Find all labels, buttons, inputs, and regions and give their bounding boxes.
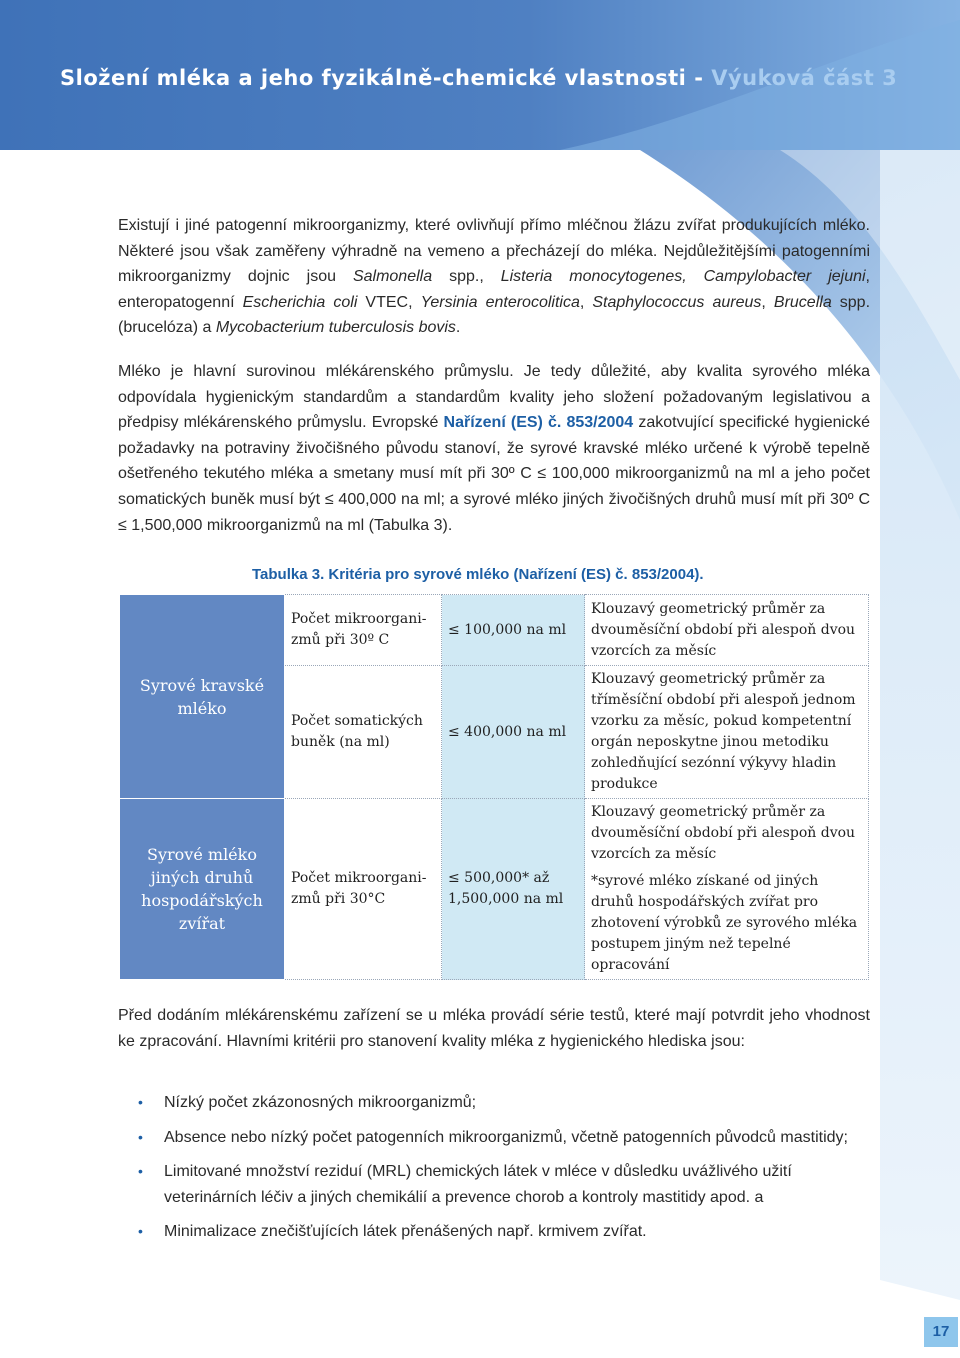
italic-run: Escherichia coli (242, 293, 358, 311)
note-cell: Klouzavý geometrický průměr za tříměsíční období při alespoň jednom vzorku za měsíc, pokud kompetentní orgán neposkytne jinou metodiku zohledňující sezónní výkyvy hladin produkce (585, 666, 869, 799)
header-title-main: Složení mléka a jeho fyzikálně-chemické vlastnosti (60, 66, 687, 90)
text-run: zakotvující specifické hygienické požadavky na potraviny živočišného původu stanoví, že syrové kravské mléko určené k výrobě tepelně ošetřeného tekutého mléka a smetany musí mít při 30º C ≤ 100,000 mikroorganizmů na ml a jeho počet somatických buněk musí být ≤ 400,000 na ml; a syrové mléko jiných živočišných druhů musí mít při 30º C ≤ 1,500,000 mikroorganizmů na ml (Tabulka 3). (118, 414, 871, 534)
note-cell (585, 799, 869, 980)
bullet-icon: • (138, 1223, 143, 1240)
italic-run: Salmonella (352, 268, 433, 286)
text-run: spp., (432, 268, 501, 286)
text-run: , enteropatogenní (118, 268, 870, 311)
list-item-text: Absence nebo nízký počet patogenních mikroorganizmů, včetně patogenních původců mastitidy; (164, 1128, 848, 1146)
header-title-separator: - (686, 66, 712, 90)
list-item (118, 1159, 870, 1210)
italic-run: Listeria monocytogenes, Campylobacter jejuni (500, 268, 866, 286)
parameter-cell: Počet somatických buněk (na ml) (285, 666, 442, 799)
list-item-text: Minimalizace znečišťujících látek přenášených např. krmivem zvířat. (164, 1223, 647, 1241)
list-item-text: Nízký počet zkázonosných mikroorganizmů; (164, 1094, 477, 1111)
page-header-title (60, 66, 897, 90)
text-run: VTEC, (357, 293, 421, 311)
table-row (120, 595, 869, 666)
group-header-other-milk: Syrové mléko jiných druhů hospodářských zvířat (120, 799, 285, 980)
text-run: Mléko je hlavní surovinou mlékárenského průmyslu. Je tedy důležité, aby kvalita syrového mléka odpovídala hygienickým standardům a standardům kvality jeho složení požadovaným legislativou a předpisy mlékárenského průmyslu. Evropské (118, 362, 870, 432)
regulation-paragraph (118, 359, 870, 538)
table-caption: Tabulka 3. Kritéria pro syrové mléko (Nařízení (ES) č. 853/2004). (252, 566, 704, 583)
criteria-table (119, 594, 869, 980)
note-cell: Klouzavý geometrický průměr za dvouměsíční období při alespoň dvou vzorcích za měsíc (585, 595, 869, 666)
bullet-icon: • (138, 1094, 143, 1110)
table-row (120, 799, 869, 980)
italic-run: Mycobacterium tuberculosis bovis (215, 319, 456, 337)
lead-paragraph: Před dodáním mlékárenskému zařízení se u mléka provádí série testů, které mají potvrdit jeho vhodnost ke zpracování. Hlavními kritérii pro stanovení kvality mléka z hygienického hlediska jsou: (118, 1007, 870, 1050)
footnote-text: *syrové mléko získané od jiných druhů hospodářských zvířat pro zhotovení výrobků ze syrového mléka postupem jiným než tepelné opracování (591, 873, 858, 973)
header-part-label: Výuková část 3 (711, 66, 898, 90)
parameter-cell: Počet mikroorgani-zmů při 30°C (285, 799, 442, 980)
italic-run: Yersinia enterocolitica (420, 293, 580, 311)
italic-run: Brucella (773, 293, 832, 311)
list-item (118, 1090, 870, 1116)
bullet-icon: • (138, 1128, 143, 1145)
text-run: spp. (brucelóza) a (118, 293, 871, 337)
criteria-list (118, 1090, 870, 1254)
page-number: 17 (924, 1317, 958, 1347)
italic-run: Staphylococcus aureus (592, 293, 762, 311)
main-content (118, 213, 870, 538)
list-item-text: Limitované množství reziduí (MRL) chemických látek v mléce v důsledku uvážlivého užití veterinárních léčiv a jiných chemikálií a prevence chorob a kontroly mastitidy apod. a (164, 1163, 792, 1206)
text-run: Existují i jiné patogenní mikroorganizmy, které ovlivňují přímo mléčnou žlázu zvířat produkujících mléko. Některé jsou však zaměřeny výhradně na vemeno a přecházejí do mléka. Nejdůležitějšími patogenními mikroorganizmy dojnic jsou (118, 217, 870, 286)
group-header-cow-milk: Syrové kravské mléko (120, 595, 285, 799)
text-run: . (455, 319, 461, 337)
note-text: Klouzavý geometrický průměr za dvouměsíční období při alespoň dvou vzorcích za měsíc (591, 804, 856, 862)
text-run: , (761, 293, 774, 311)
list-item (118, 1219, 870, 1245)
list-item (118, 1125, 870, 1151)
intro-paragraph (118, 213, 870, 341)
limit-cell: ≤ 500,000* až 1,500,000 na ml (442, 799, 585, 980)
regulation-link[interactable]: Nařízení (ES) č. 853/2004 (443, 414, 634, 432)
parameter-cell: Počet mikroorgani-zmů při 30º C (285, 595, 442, 666)
limit-cell: ≤ 100,000 na ml (442, 595, 585, 666)
limit-cell: ≤ 400,000 na ml (442, 666, 585, 799)
text-run: , (579, 293, 593, 311)
bullet-icon: • (138, 1163, 143, 1180)
